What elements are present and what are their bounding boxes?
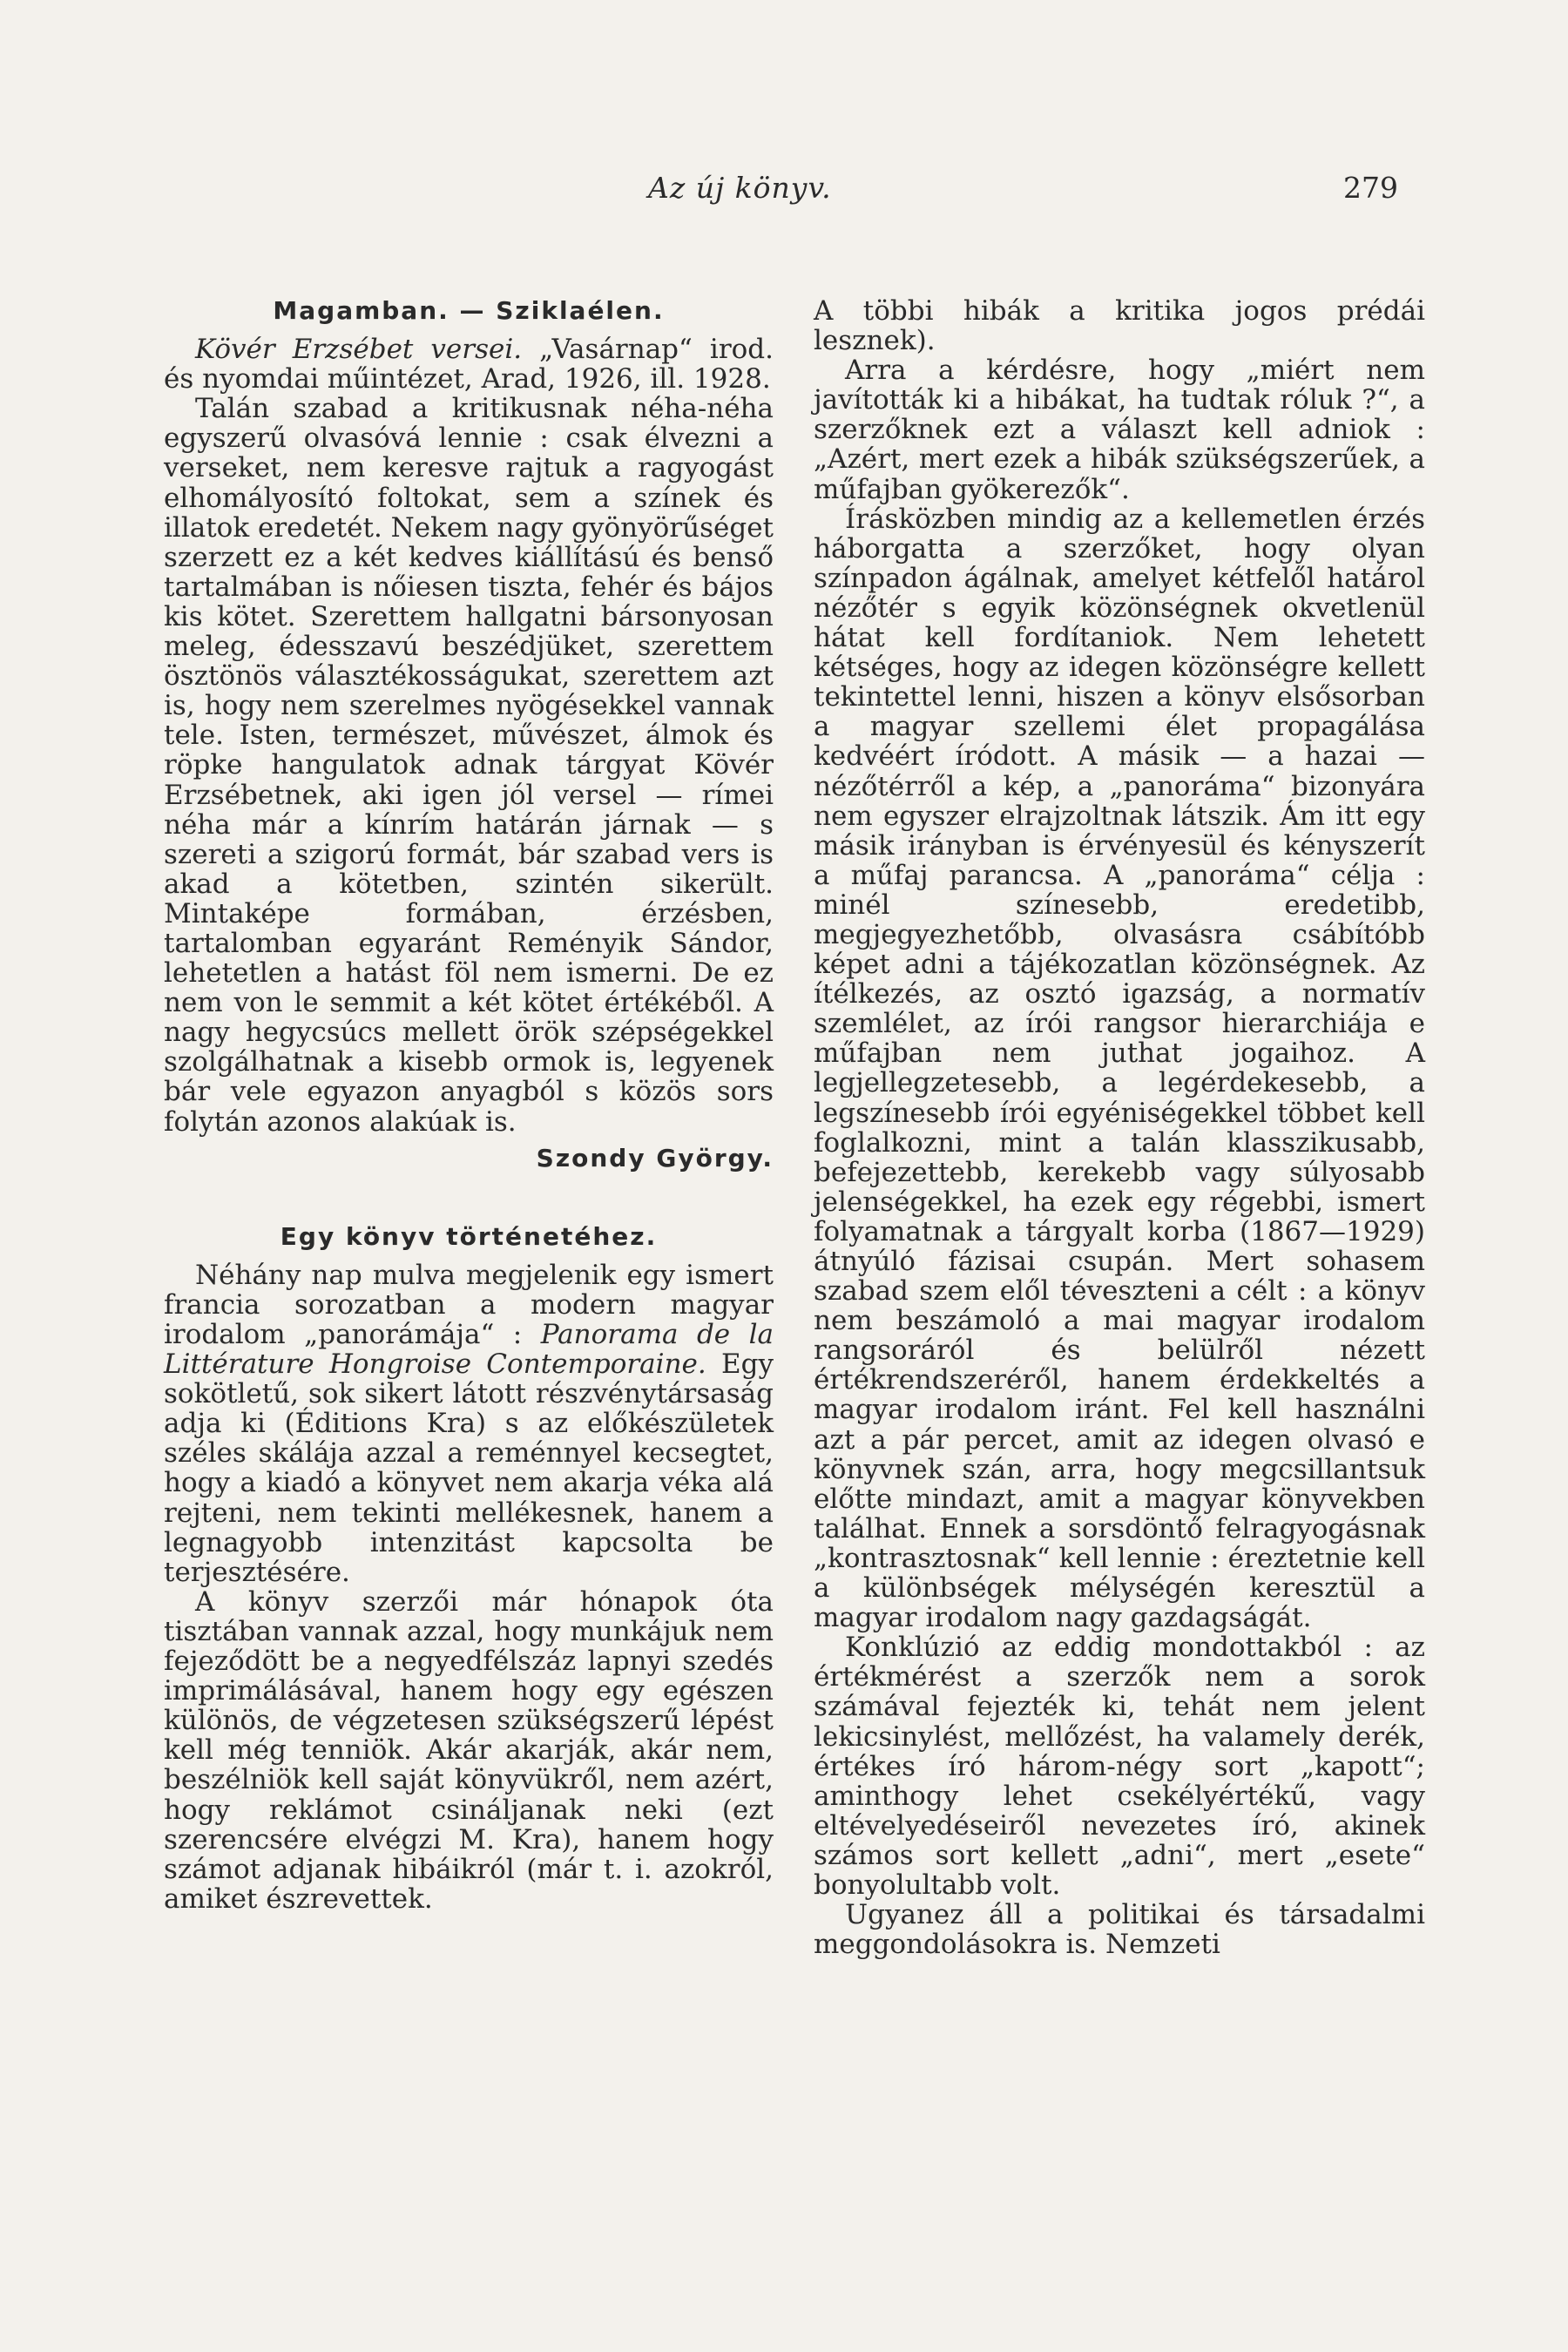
- paragraph-start: Néhány nap mulva megjelenik egy ismert francia sorozatban a modern magyar irodalom „panorámája“ :: [164, 1259, 774, 1350]
- running-title: Az új könyv.: [648, 171, 832, 205]
- paragraph: Konklúzió az eddig mondottakból : az értékmérést a szerzők nem a sorok számával fejezték ki, tehát nem jelent lekicsinylést, mellőzést, ha valamely derék, értékes író három-négy sort „kapott“; aminthogy lehet csekélyértékű, vagy eltévelyedéseiről nevezetes író, akinek számos sort kellett „adni“, mert „esete“ bonyolultabb volt.: [814, 1632, 1425, 1901]
- left-column: [164, 296, 774, 1914]
- paragraph: A könyv szerzői már hónapok óta tisztában vannak azzal, hogy munkájuk nem fejeződött be a negyedfélszáz lapnyi szedés imprimálásával, hanem hogy egy egészen különös, de végzetesen szükségszerű lépést kell még tenniök. Akár akarják, akár nem, beszélniök kell saját könyvükről, nem azért, hogy reklámot csináljanak neki (ezt szerencsére elvégzi M. Kra), hanem hogy számot adjanak hibáikról (már t. i. azokról, amiket észrevettek.: [164, 1585, 774, 1915]
- book-details: „Vasárnap“ irod. és nyomdai műintézet, Arad, 1926, ill. 1928.: [164, 334, 774, 395]
- review-title-magamban: Magamban. — Sziklaélen.: [273, 296, 665, 325]
- page-number: 279: [1343, 171, 1398, 205]
- right-column: [814, 296, 1425, 1959]
- book-reference: [164, 335, 774, 394]
- reviewer-signature: Szondy György.: [536, 1143, 774, 1173]
- paragraph: Írásközben mindig az a kellemetlen érzés háborgatta a szerzőket, hogy olyan színpadon ágálnak, amelyet kétfelől határol nézőtér s egyik közönségnek okvetlenül hátat kell fordítaniok. Nem lehetett kétséges, hogy az idegen közönségre kellett tekintettel lenni, hiszen a könyv elsősorban a magyar szellemi élet propagálása kedvéért íródott. A másik — a hazai — nézőtérről a kép, a „panoráma“ bizonyára nem egyszer elrajzoltnak látszik. Ám itt egy másik irányban is érvényesül és kényszerít a műfaj parancsa. A „panoráma“ célja : minél színesebb, eredetibb, megjegyezhetőbb, olvasásra csábítóbb képet adni a tájékozatlan közönségnek. Az ítélkezés, az osztó igazság, a normatív szemlélet, az írói rangsor hierarchiája e műfajban nem juthat jogaihoz. A legjellegzetesebb, a legérdekesebb, a legszínesebb írói egyéniségekkel többet kell foglalkozni, mint a talán klasszikusabb, befejezettebb, kerekebb vagy súlyosabb jelenségekkel, ha ezek egy régebbi, ismert folyamatnak a tárgyalt korba (1867—1929) átnyúló fázisai csupán. Mert sohasem szabad szem elől téveszteni a célt : a könyv nem beszámoló a mai magyar irodalom rangsoráról és belülről nézett értékrendszeréről, hanem érdekkeltés a magyar irodalom iránt. Fel kell használni azt a pár percet, amit az idegen olvasó e könyvnek szán, arra, hogy megcsillantsuk előtte mindazt, amit a magyar könyvekben találhat. Ennek a sorsdöntő felragyogásnak „kontrasztosnak“ kell lennie : éreztetnie kell a különbségek mélységén keresztül a magyar irodalom nagy gazdagságát.: [814, 503, 1425, 1634]
- running-header: [0, 171, 1568, 214]
- paragraph: A többi hibák a kritika jogos prédái lesznek).: [814, 295, 1425, 357]
- review-title-konyv-tortenetehez: Egy könyv történetéhez.: [280, 1221, 658, 1251]
- paragraph: Ugyanez áll a politikai és társadalmi meggondolásokra is. Nemzeti: [814, 1899, 1425, 1961]
- paragraph: [164, 1260, 774, 1587]
- review-body: Talán szabad a kritikusnak néha-néha egyszerű olvasóvá lennie : csak élvezni a verseket, nem keresve rajtuk a ragyogást elhomályosító foltokat, sem a színek és illatok eredetét. Nekem nagy gyönyörűséget szerzett ez a két kedves kiállítású és benső tartalmában is nőiesen tiszta, fehér és bájos kis kötet. Szerettem hallgatni bársonyosan meleg, édesszavú beszédjüket, szerettem ösztönös választékosságukat, szerettem azt is, hogy nem szerelmes nyögésekkel vannak tele. Isten, természet, művészet, álmok és röpke hangulatok adnak tárgyat Kövér Erzsébetnek, aki igen jól versel — rímei néha már a kínrím határán járnak — s szereti a szigorú formát, bár szabad vers is akad a kötetben, szintén sikerült. Mintaképe formában, érzésben, tartalomban egyaránt Reményik Sándor, lehetetlen a hatást föl nem ismerni. De ez nem von le semmit a két kötet értékéből. A nagy hegycsúcs mellett örök szépségekkel szolgálhatnak a kisebb ormok is, legyenek bár vele egyazon anyagból s közös sors folytán azonos alakúak is.: [164, 393, 774, 1138]
- paragraph-end: Egy sokötletű, sok sikert látott részvénytársaság adja ki (Éditions Kra) s az előkészületek széles skálája azzal a reménnyel kecsegtet, hogy a kiadó a könyvet nem akarja véka alá rejteni, nem tekinti mellékesnek, hanem a legnagyobb intenzitást kapcsolta be terjesztésére.: [164, 1348, 774, 1588]
- book-title-italic: Panorama de la Littérature Hongroise Contemporaine.: [164, 1319, 774, 1381]
- paragraph: Arra a kérdésre, hogy „miért nem javították ki a hibákat, ha tudtak róluk ?“, a szerzőknek ezt a választ kell adniok : „Azért, mert ezek a hibák szükségszerűek, a műfajban gyökerezők“.: [814, 355, 1425, 505]
- book-author: Kövér Erzsébet versei.: [195, 334, 523, 366]
